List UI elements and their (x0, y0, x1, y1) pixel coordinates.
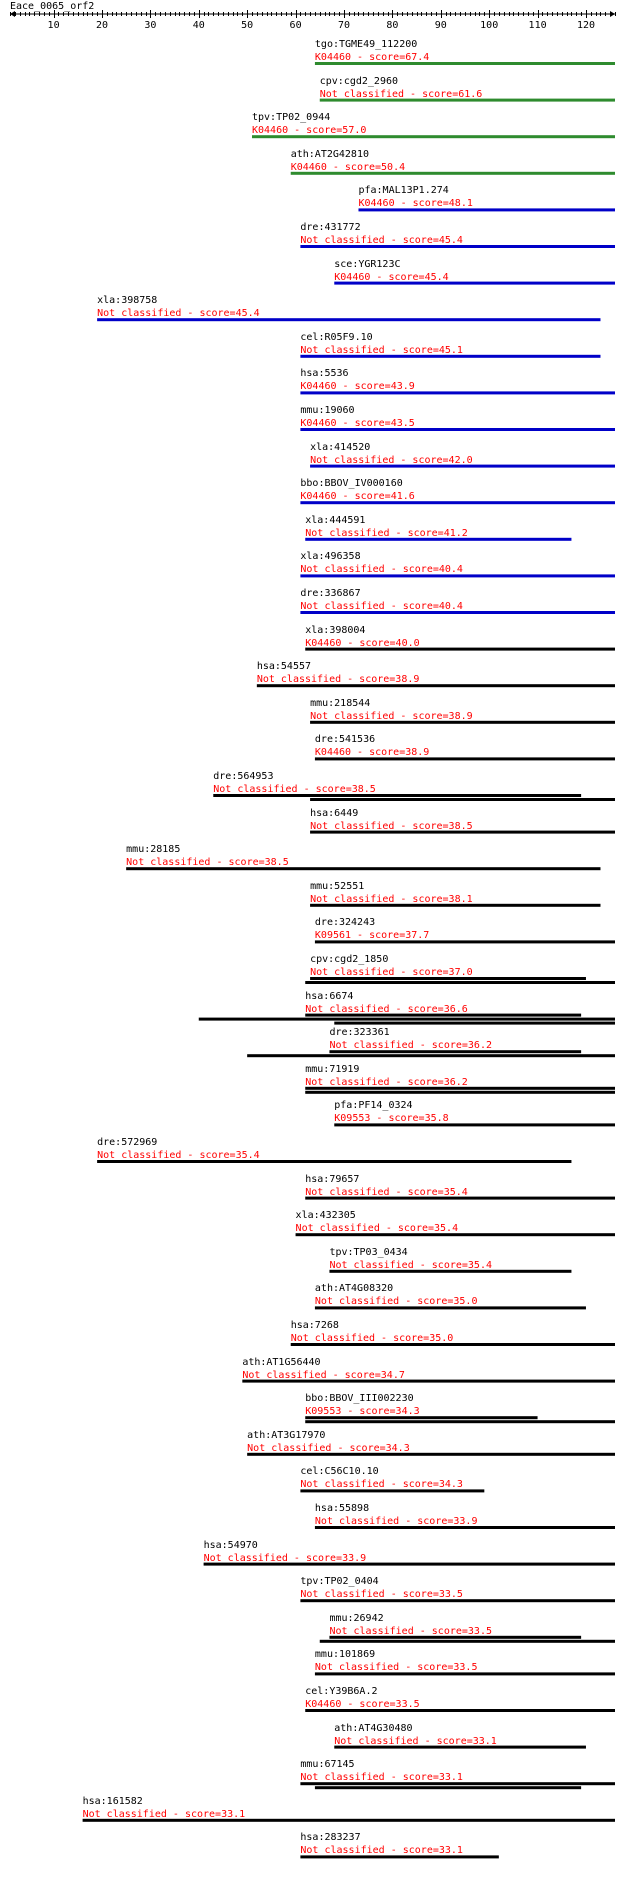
hit-gene-label[interactable]: mmu:71919 (305, 1063, 360, 1075)
hit-gene-label[interactable]: pfa:PF14_0324 (334, 1100, 413, 1112)
axis-tick-label: 20 (95, 20, 108, 31)
hit-score-label: K09553 - score=35.8 (334, 1113, 449, 1125)
hit-score-label: K04460 - score=67.4 (314, 52, 430, 63)
hit-score-label: Not classified - score=45.4 (97, 308, 260, 320)
hit-gene-label[interactable]: dre:564953 (213, 771, 274, 782)
hit-gene-label[interactable]: xla:496358 (300, 551, 361, 563)
hit-score-label: Not classified - score=38.9 (310, 710, 473, 722)
hit-score-label: Not classified - score=34.3 (247, 1442, 410, 1454)
hit-gene-label[interactable]: ath:AT4G30480 (334, 1722, 413, 1734)
hit-gene-label[interactable]: dre:336867 (300, 588, 361, 599)
hit-score-label: Not classified - score=38.5 (310, 820, 473, 832)
hit-gene-label[interactable]: dre:572969 (97, 1137, 158, 1148)
axis-tick-label: 120 (576, 20, 596, 31)
hit-gene-label[interactable]: xla:398758 (97, 295, 158, 307)
hit-score-label: Not classified - score=36.2 (305, 1076, 468, 1088)
axis-tick-label: 10 (47, 20, 60, 31)
axis-tick-label: 50 (241, 20, 254, 31)
hit-score-label: Not classified - score=35.0 (314, 1296, 478, 1308)
hit-gene-label[interactable]: mmu:26942 (329, 1612, 384, 1624)
hit-score-label: Not classified - score=33.1 (334, 1735, 497, 1747)
hit-score-label: K04460 - score=41.6 (300, 491, 415, 503)
hit-gene-label[interactable]: mmu:28185 (126, 844, 181, 856)
hit-score-label: K04460 - score=33.5 (305, 1699, 420, 1710)
hit-gene-label[interactable]: ath:AT4G08320 (314, 1283, 394, 1295)
hit-gene-label[interactable]: hsa:79657 (305, 1173, 360, 1185)
hit-gene-label[interactable]: tpv:TP02_0944 (252, 112, 331, 124)
hit-score-label: K09561 - score=37.7 (314, 930, 430, 942)
hit-score-label: Not classified - score=41.2 (305, 527, 468, 539)
hit-gene-label[interactable]: tpv:TP03_0434 (329, 1246, 408, 1258)
hit-score-label: Not classified - score=40.4 (300, 601, 463, 612)
hit-score-label: Not classified - score=35.4 (97, 1150, 260, 1161)
hit-gene-label[interactable]: pfa:MAL13P1.274 (358, 185, 449, 197)
hit-score-label: Not classified - score=36.2 (329, 1040, 492, 1052)
hit-score-label: Not classified - score=36.6 (305, 1003, 468, 1015)
hit-score-label: K04460 - score=48.1 (358, 198, 473, 210)
hit-score-label: Not classified - score=38.1 (310, 893, 473, 905)
hit-gene-label[interactable]: dre:323361 (329, 1027, 390, 1039)
hit-score-label: Not classified - score=37.0 (310, 967, 473, 978)
hit-gene-label[interactable]: cpv:cgd2_2960 (319, 75, 399, 87)
axis-tick-label: 40 (192, 20, 205, 31)
hit-gene-label[interactable]: mmu:67145 (300, 1759, 355, 1771)
hit-score-label: Not classified - score=35.4 (295, 1223, 459, 1235)
hit-gene-label[interactable]: bbo:BBOV_IV000160 (300, 478, 403, 490)
hit-gene-label[interactable]: ath:AT3G17970 (247, 1429, 326, 1441)
hit-gene-label[interactable]: mmu:52551 (310, 880, 365, 892)
hit-gene-label[interactable]: hsa:5536 (300, 368, 349, 380)
hit-score-label: Not classified - score=38.5 (126, 857, 289, 869)
hit-score-label: Not classified - score=40.4 (300, 564, 463, 576)
hit-bar (305, 981, 615, 984)
hit-gene-label[interactable]: ath:AT2G42810 (290, 148, 369, 160)
hit-score-label: Not classified - score=33.5 (329, 1625, 492, 1637)
hit-bar (305, 1091, 615, 1094)
hit-gene-label[interactable]: tpv:TP02_0404 (300, 1576, 379, 1588)
hit-score-label: Not classified - score=33.1 (300, 1772, 463, 1784)
hit-score-label: Not classified - score=38.5 (213, 784, 376, 795)
query-title: Eace_0065_orf2 (10, 1, 95, 12)
hit-gene-label[interactable]: hsa:6674 (305, 990, 354, 1002)
hit-bar (320, 1640, 615, 1643)
hit-score-label: Not classified - score=34.7 (242, 1369, 405, 1381)
hit-score-label: Not classified - score=38.9 (256, 674, 420, 686)
hit-gene-label[interactable]: sce:YGR123C (334, 258, 401, 270)
hit-gene-label[interactable]: mmu:218544 (310, 697, 371, 709)
hit-bar (199, 1018, 615, 1021)
hit-bar (315, 1786, 581, 1789)
axis-tick-label: 90 (434, 20, 447, 31)
hit-gene-label[interactable]: dre:541536 (314, 734, 376, 746)
hit-gene-label[interactable]: mmu:101869 (314, 1649, 376, 1661)
axis-tick-label: 60 (289, 20, 302, 31)
hit-score-label: Not classified - score=35.0 (290, 1333, 454, 1344)
axis-tick-label: 110 (528, 20, 547, 31)
hit-bar (310, 798, 615, 801)
hit-score-label: Not classified - score=33.1 (82, 1808, 246, 1820)
hit-score-label: K04460 - score=38.9 (314, 747, 430, 759)
hit-gene-label[interactable]: hsa:7268 (290, 1320, 339, 1331)
hit-gene-label[interactable]: xla:414520 (310, 441, 371, 453)
hit-score-label: Not classified - score=33.1 (300, 1845, 463, 1857)
axis-tick-label: 100 (480, 20, 499, 31)
hit-gene-label[interactable]: bbo:BBOV_III002230 (305, 1393, 414, 1405)
hit-gene-label[interactable]: cpv:cgd2_1850 (310, 954, 389, 965)
hit-score-label: K04460 - score=50.4 (290, 161, 406, 173)
hit-gene-label[interactable]: xla:444591 (305, 514, 366, 526)
axis-tick-label: 80 (386, 20, 399, 31)
hit-gene-label[interactable]: cel:R05F9.10 (300, 331, 373, 343)
hit-score-label: K09553 - score=34.3 (305, 1406, 420, 1418)
hit-score-label: Not classified - score=33.5 (314, 1662, 478, 1674)
hit-score-label: Not classified - score=42.0 (310, 454, 473, 466)
hit-gene-label[interactable]: xla:398004 (305, 624, 366, 636)
hit-gene-label[interactable]: hsa:283237 (300, 1832, 361, 1844)
hit-gene-label[interactable]: mmu:19060 (300, 405, 355, 416)
hit-gene-label[interactable]: dre:431772 (300, 222, 361, 233)
hit-score-label: K04460 - score=57.0 (252, 125, 367, 137)
hit-bar (334, 1022, 615, 1025)
hit-score-label: Not classified - score=33.9 (203, 1552, 367, 1564)
hit-score-label: Not classified - score=45.1 (300, 344, 463, 356)
hit-gene-label[interactable]: cel:Y39B6A.2 (305, 1686, 378, 1697)
hit-gene-label[interactable]: xla:432305 (295, 1210, 356, 1222)
hit-gene-label[interactable]: hsa:55898 (314, 1503, 370, 1514)
hit-gene-label[interactable]: hsa:6449 (310, 807, 359, 819)
axis-tick-label: 30 (144, 20, 157, 31)
hit-score-label: Not classified - score=34.3 (300, 1479, 463, 1491)
axis-tick-label: 70 (337, 20, 350, 31)
hit-score-label: Not classified - score=33.9 (314, 1516, 478, 1527)
hit-score-label: Not classified - score=33.5 (300, 1589, 463, 1601)
hit-gene-label[interactable]: hsa:54970 (203, 1539, 258, 1551)
hit-gene-label[interactable]: dre:324243 (314, 917, 376, 929)
hit-bar (305, 1420, 615, 1423)
hit-gene-label[interactable]: hsa:161582 (82, 1795, 143, 1807)
hit-bar (247, 1054, 615, 1057)
hit-gene-label[interactable]: cel:C56C10.10 (300, 1466, 379, 1478)
hit-score-label: Not classified - score=35.4 (305, 1186, 468, 1198)
hit-score-label: K04460 - score=45.4 (334, 271, 449, 283)
hit-score-label: Not classified - score=35.4 (329, 1259, 492, 1271)
hit-score-label: Not classified - score=61.6 (319, 88, 483, 100)
hit-score-label: Not classified - score=45.4 (300, 235, 463, 246)
hit-gene-label[interactable]: tgo:TGME49_112200 (314, 39, 418, 50)
hit-gene-label[interactable]: hsa:54557 (256, 661, 312, 673)
hit-score-label: K04460 - score=43.5 (300, 418, 415, 429)
hit-score-label: K04460 - score=43.9 (300, 381, 415, 393)
hit-gene-label[interactable]: ath:AT1G56440 (242, 1356, 321, 1368)
hit-score-label: K04460 - score=40.0 (305, 637, 420, 649)
